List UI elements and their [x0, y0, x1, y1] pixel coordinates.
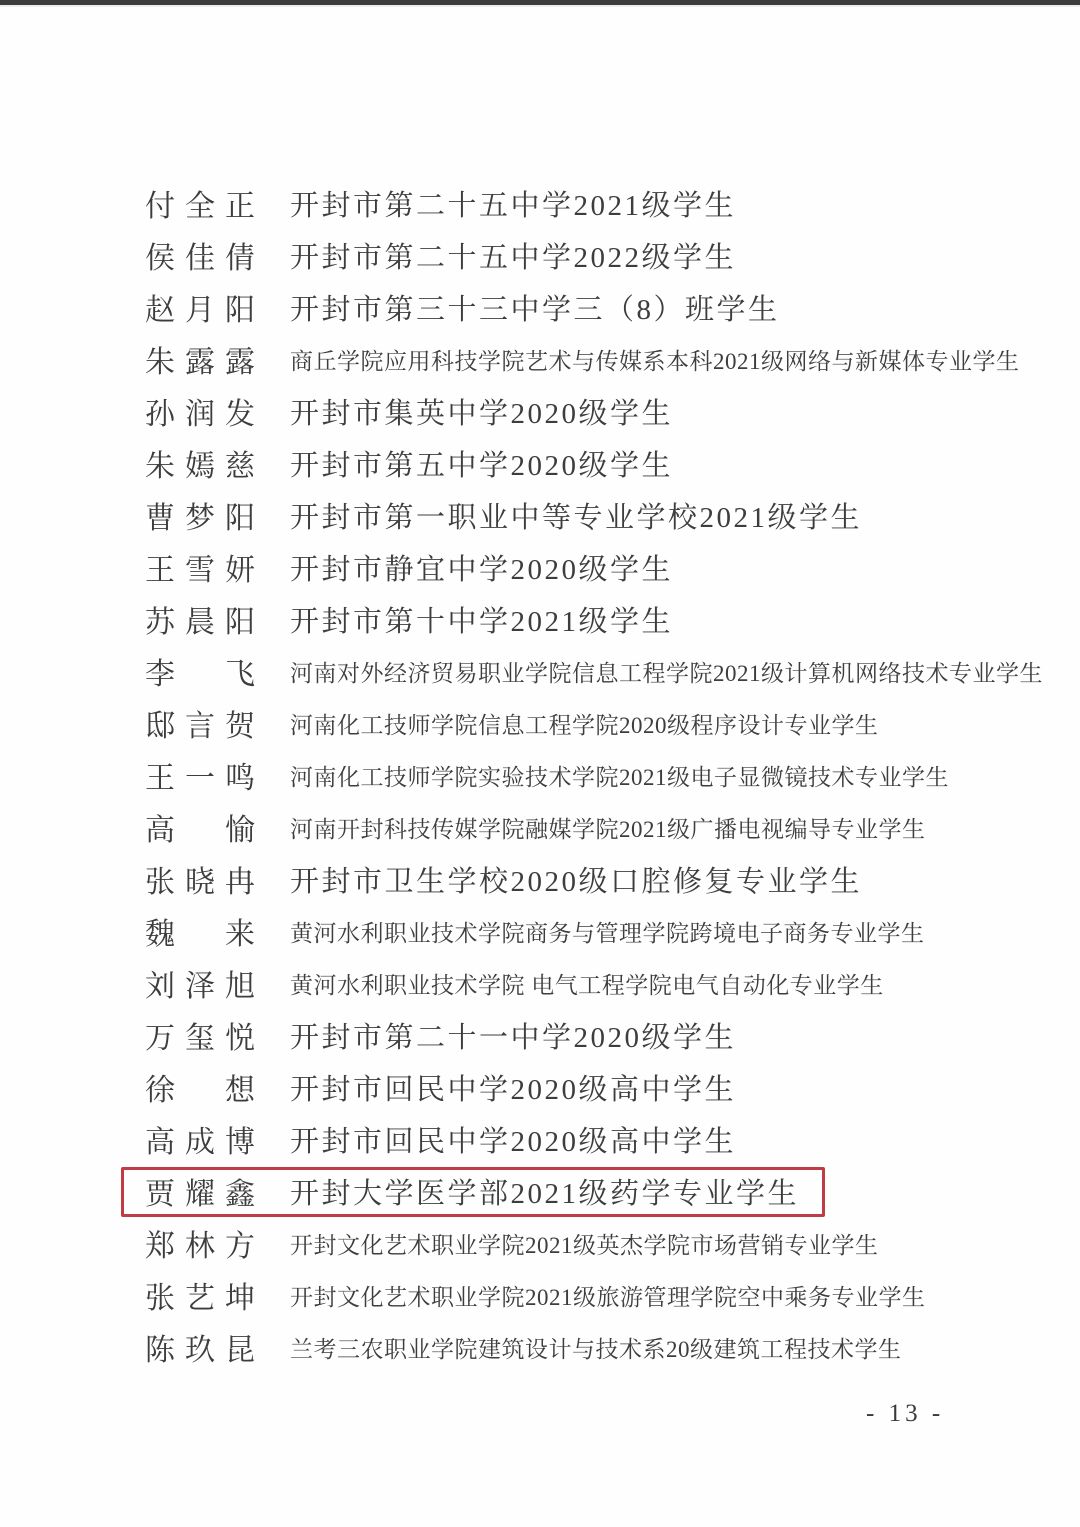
student-affiliation: 开封市第五中学2020级学生: [290, 449, 674, 482]
roster-row: [145, 333, 1020, 385]
student-name: 朱嫣慈: [145, 450, 255, 483]
student-name: 孙润发: [145, 398, 255, 431]
roster-row: [145, 1061, 945, 1113]
roster-row: [145, 385, 945, 437]
roster-row: [145, 1165, 945, 1217]
roster-row: [145, 177, 945, 229]
student-affiliation: 开封市静宜中学2020级学生: [290, 553, 674, 586]
student-affiliation: 河南化工技师学院实验技术学院2021级电子显微镜技术专业学生: [290, 764, 949, 790]
student-name: 万玺悦: [145, 1022, 255, 1055]
student-affiliation: 河南对外经济贸易职业学院信息工程学院2021级计算机网络技术专业学生: [290, 660, 1043, 686]
student-affiliation: 兰考三农职业学院建筑设计与技术系20级建筑工程技术学生: [290, 1336, 902, 1362]
student-name: 张艺坤: [145, 1282, 255, 1315]
roster-row: [145, 645, 1043, 697]
student-affiliation: 开封市第三十三中学三（8）班学生: [290, 293, 780, 326]
roster-row: [145, 281, 945, 333]
roster-row: [145, 489, 945, 541]
student-name: 付全正: [145, 190, 255, 223]
student-name: 魏 来: [145, 918, 255, 951]
student-name: 徐 想: [145, 1074, 255, 1107]
roster-row: [145, 801, 945, 853]
student-affiliation: 开封市第二十五中学2022级学生: [290, 241, 737, 274]
student-roster-list: [145, 177, 1043, 1373]
student-name: 刘泽旭: [145, 970, 255, 1003]
student-affiliation: 开封市卫生学校2020级口腔修复专业学生: [290, 865, 863, 898]
student-name: 陈玖昆: [145, 1334, 255, 1367]
roster-row: [145, 1217, 945, 1269]
student-affiliation: 黄河水利职业技术学院 电气工程学院电气自动化专业学生: [290, 972, 884, 998]
roster-row: [145, 853, 945, 905]
student-name: 邸言贺: [145, 710, 255, 743]
student-affiliation: 开封大学医学部2021级药学专业学生: [290, 1177, 800, 1210]
student-name: 高 愉: [145, 814, 255, 847]
roster-row: [145, 1009, 945, 1061]
student-name: 朱露露: [145, 346, 255, 379]
roster-row: [145, 229, 945, 281]
roster-row: [145, 541, 945, 593]
student-name: 张晓冉: [145, 866, 255, 899]
student-affiliation: 商丘学院应用科技学院艺术与传媒系本科2021级网络与新媒体专业学生: [290, 348, 1020, 374]
roster-row: [145, 1321, 945, 1373]
roster-row: [145, 749, 949, 801]
student-name: 苏晨阳: [145, 606, 255, 639]
student-name: 曹梦阳: [145, 502, 255, 535]
student-name: 贾耀鑫: [145, 1178, 255, 1211]
student-name: 王雪妍: [145, 554, 255, 587]
student-name: 高成博: [145, 1126, 255, 1159]
student-name: 郑林方: [145, 1230, 255, 1263]
student-affiliation: 河南开封科技传媒学院融媒学院2021级广播电视编导专业学生: [290, 816, 926, 842]
roster-row: [145, 1113, 945, 1165]
student-affiliation: 河南化工技师学院信息工程学院2020级程序设计专业学生: [290, 712, 879, 738]
student-affiliation: 开封市回民中学2020级高中学生: [290, 1073, 737, 1106]
roster-row: [145, 1269, 945, 1321]
roster-row: [145, 437, 945, 489]
student-name: 赵月阳: [145, 294, 255, 327]
roster-row: [145, 593, 945, 645]
student-name: 李 飞: [145, 658, 255, 691]
student-affiliation: 开封文化艺术职业学院2021级英杰学院市场营销专业学生: [290, 1232, 879, 1258]
roster-row: [145, 905, 945, 957]
student-affiliation: 开封市第二十一中学2020级学生: [290, 1021, 737, 1054]
student-name: 侯佳倩: [145, 242, 255, 275]
student-affiliation: 开封市第二十五中学2021级学生: [290, 189, 737, 222]
student-affiliation: 开封市第十中学2021级学生: [290, 605, 674, 638]
student-affiliation: 开封市第一职业中等专业学校2021级学生: [290, 501, 863, 534]
student-affiliation: 开封文化艺术职业学院2021级旅游管理学院空中乘务专业学生: [290, 1284, 926, 1310]
page-number: - 13 -: [866, 1400, 945, 1427]
student-affiliation: 黄河水利职业技术学院商务与管理学院跨境电子商务专业学生: [290, 920, 925, 946]
scan-edge-top: [0, 0, 1080, 7]
roster-row: [145, 697, 945, 749]
student-affiliation: 开封市集英中学2020级学生: [290, 397, 674, 430]
roster-row: [145, 957, 945, 1009]
student-affiliation: 开封市回民中学2020级高中学生: [290, 1125, 737, 1158]
student-name: 王一鸣: [145, 762, 255, 795]
